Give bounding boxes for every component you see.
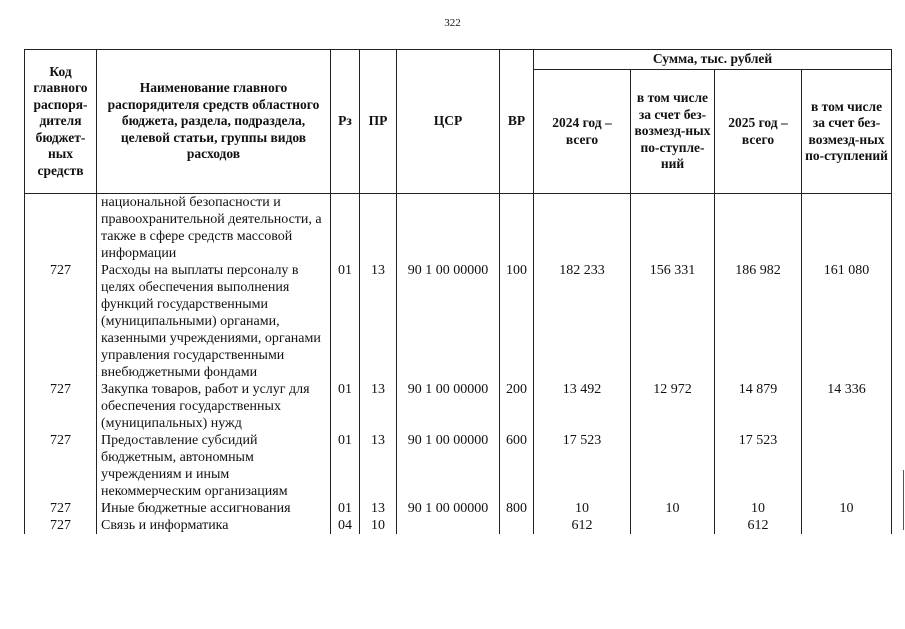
table-row	[25, 262, 892, 381]
table-row	[25, 517, 892, 534]
cell-csr: 90 1 00 00000	[397, 381, 500, 432]
cell-2024-grants: 156 331	[631, 262, 715, 381]
header-code: Код главного распоря-дителя бюджет-ных средств	[25, 50, 97, 194]
cell-vr	[500, 517, 534, 534]
cell-csr: 90 1 00 00000	[397, 500, 500, 517]
header-2024-total: 2024 год – всего	[534, 70, 631, 194]
cell-vr: 100	[500, 262, 534, 381]
cell-rz	[331, 194, 360, 263]
cell-2025-grants: 10	[802, 500, 892, 517]
cell-2024-grants	[631, 432, 715, 500]
cell-name: Расходы на выплаты персоналу в целях обеспечения выполнения функций государственными (муниципальными) органами, казенными учреждениями, органами управления государственными внебюджетными фондами	[97, 262, 331, 381]
cell-name: Иные бюджетные ассигнования	[97, 500, 331, 517]
cell-pr: 13	[360, 432, 397, 500]
cell-2024-total	[534, 194, 631, 263]
cell-2024-grants: 10	[631, 500, 715, 517]
cell-2024-grants: 12 972	[631, 381, 715, 432]
cell-code: 727	[25, 432, 97, 500]
cell-pr: 10	[360, 517, 397, 534]
cell-pr: 13	[360, 500, 397, 517]
cell-csr: 90 1 00 00000	[397, 432, 500, 500]
table-row	[25, 500, 892, 517]
cell-code: 727	[25, 517, 97, 534]
cell-2025-total: 10	[715, 500, 802, 517]
cell-vr: 800	[500, 500, 534, 517]
cell-code: 727	[25, 381, 97, 432]
header-2025-total: 2025 год – всего	[715, 70, 802, 194]
table-row	[25, 432, 892, 500]
cell-code	[25, 194, 97, 263]
cell-vr: 600	[500, 432, 534, 500]
cell-code: 727	[25, 500, 97, 517]
cell-code: 727	[25, 262, 97, 381]
cell-pr	[360, 194, 397, 263]
header-csr: ЦСР	[397, 50, 500, 194]
cell-csr: 90 1 00 00000	[397, 262, 500, 381]
header-sum-group: Сумма, тыс. рублей	[534, 50, 892, 70]
cell-name: национальной безопасности и правоохранительной деятельности, а также в сфере средств массовой информации	[97, 194, 331, 263]
cell-name: Связь и информатика	[97, 517, 331, 534]
cell-csr	[397, 517, 500, 534]
cell-name: Предоставление субсидий бюджетным, автономным учреждениям и иным некоммерческим организациям	[97, 432, 331, 500]
cell-rz: 04	[331, 517, 360, 534]
cell-rz: 01	[331, 262, 360, 381]
header-rz: Рз	[331, 50, 360, 194]
cell-rz: 01	[331, 500, 360, 517]
cell-2025-grants	[802, 194, 892, 263]
header-name: Наименование главного распорядителя средств областного бюджета, раздела, подраздела, целевой статьи, группы видов расходов	[97, 50, 331, 194]
cell-pr: 13	[360, 381, 397, 432]
table-row	[25, 381, 892, 432]
cell-2025-grants: 161 080	[802, 262, 892, 381]
cell-2025-grants	[802, 432, 892, 500]
cell-2024-total: 10	[534, 500, 631, 517]
cell-vr: 200	[500, 381, 534, 432]
scan-edge-line	[903, 470, 904, 530]
header-2024-grants: в том числе за счет без-возмезд-ных по-ступле-ний	[631, 70, 715, 194]
cell-2024-grants	[631, 517, 715, 534]
cell-csr	[397, 194, 500, 263]
cell-2025-total: 612	[715, 517, 802, 534]
cell-rz: 01	[331, 381, 360, 432]
cell-2025-total: 14 879	[715, 381, 802, 432]
cell-2025-total	[715, 194, 802, 263]
header-2025-grants: в том числе за счет без-возмезд-ных по-ступлений	[802, 70, 892, 194]
budget-table	[24, 49, 892, 534]
cell-name: Закупка товаров, работ и услуг для обеспечения государственных (муниципальных) нужд	[97, 381, 331, 432]
page-number: 322	[444, 17, 461, 29]
cell-2025-grants: 14 336	[802, 381, 892, 432]
table-row	[25, 194, 892, 263]
cell-2024-total: 182 233	[534, 262, 631, 381]
header-pr: ПР	[360, 50, 397, 194]
cell-2024-total: 612	[534, 517, 631, 534]
cell-2025-total: 186 982	[715, 262, 802, 381]
cell-rz: 01	[331, 432, 360, 500]
cell-pr: 13	[360, 262, 397, 381]
cell-2024-total: 13 492	[534, 381, 631, 432]
cell-vr	[500, 194, 534, 263]
cell-2025-grants	[802, 517, 892, 534]
cell-2024-total: 17 523	[534, 432, 631, 500]
header-vr: ВР	[500, 50, 534, 194]
cell-2024-grants	[631, 194, 715, 263]
cell-2025-total: 17 523	[715, 432, 802, 500]
